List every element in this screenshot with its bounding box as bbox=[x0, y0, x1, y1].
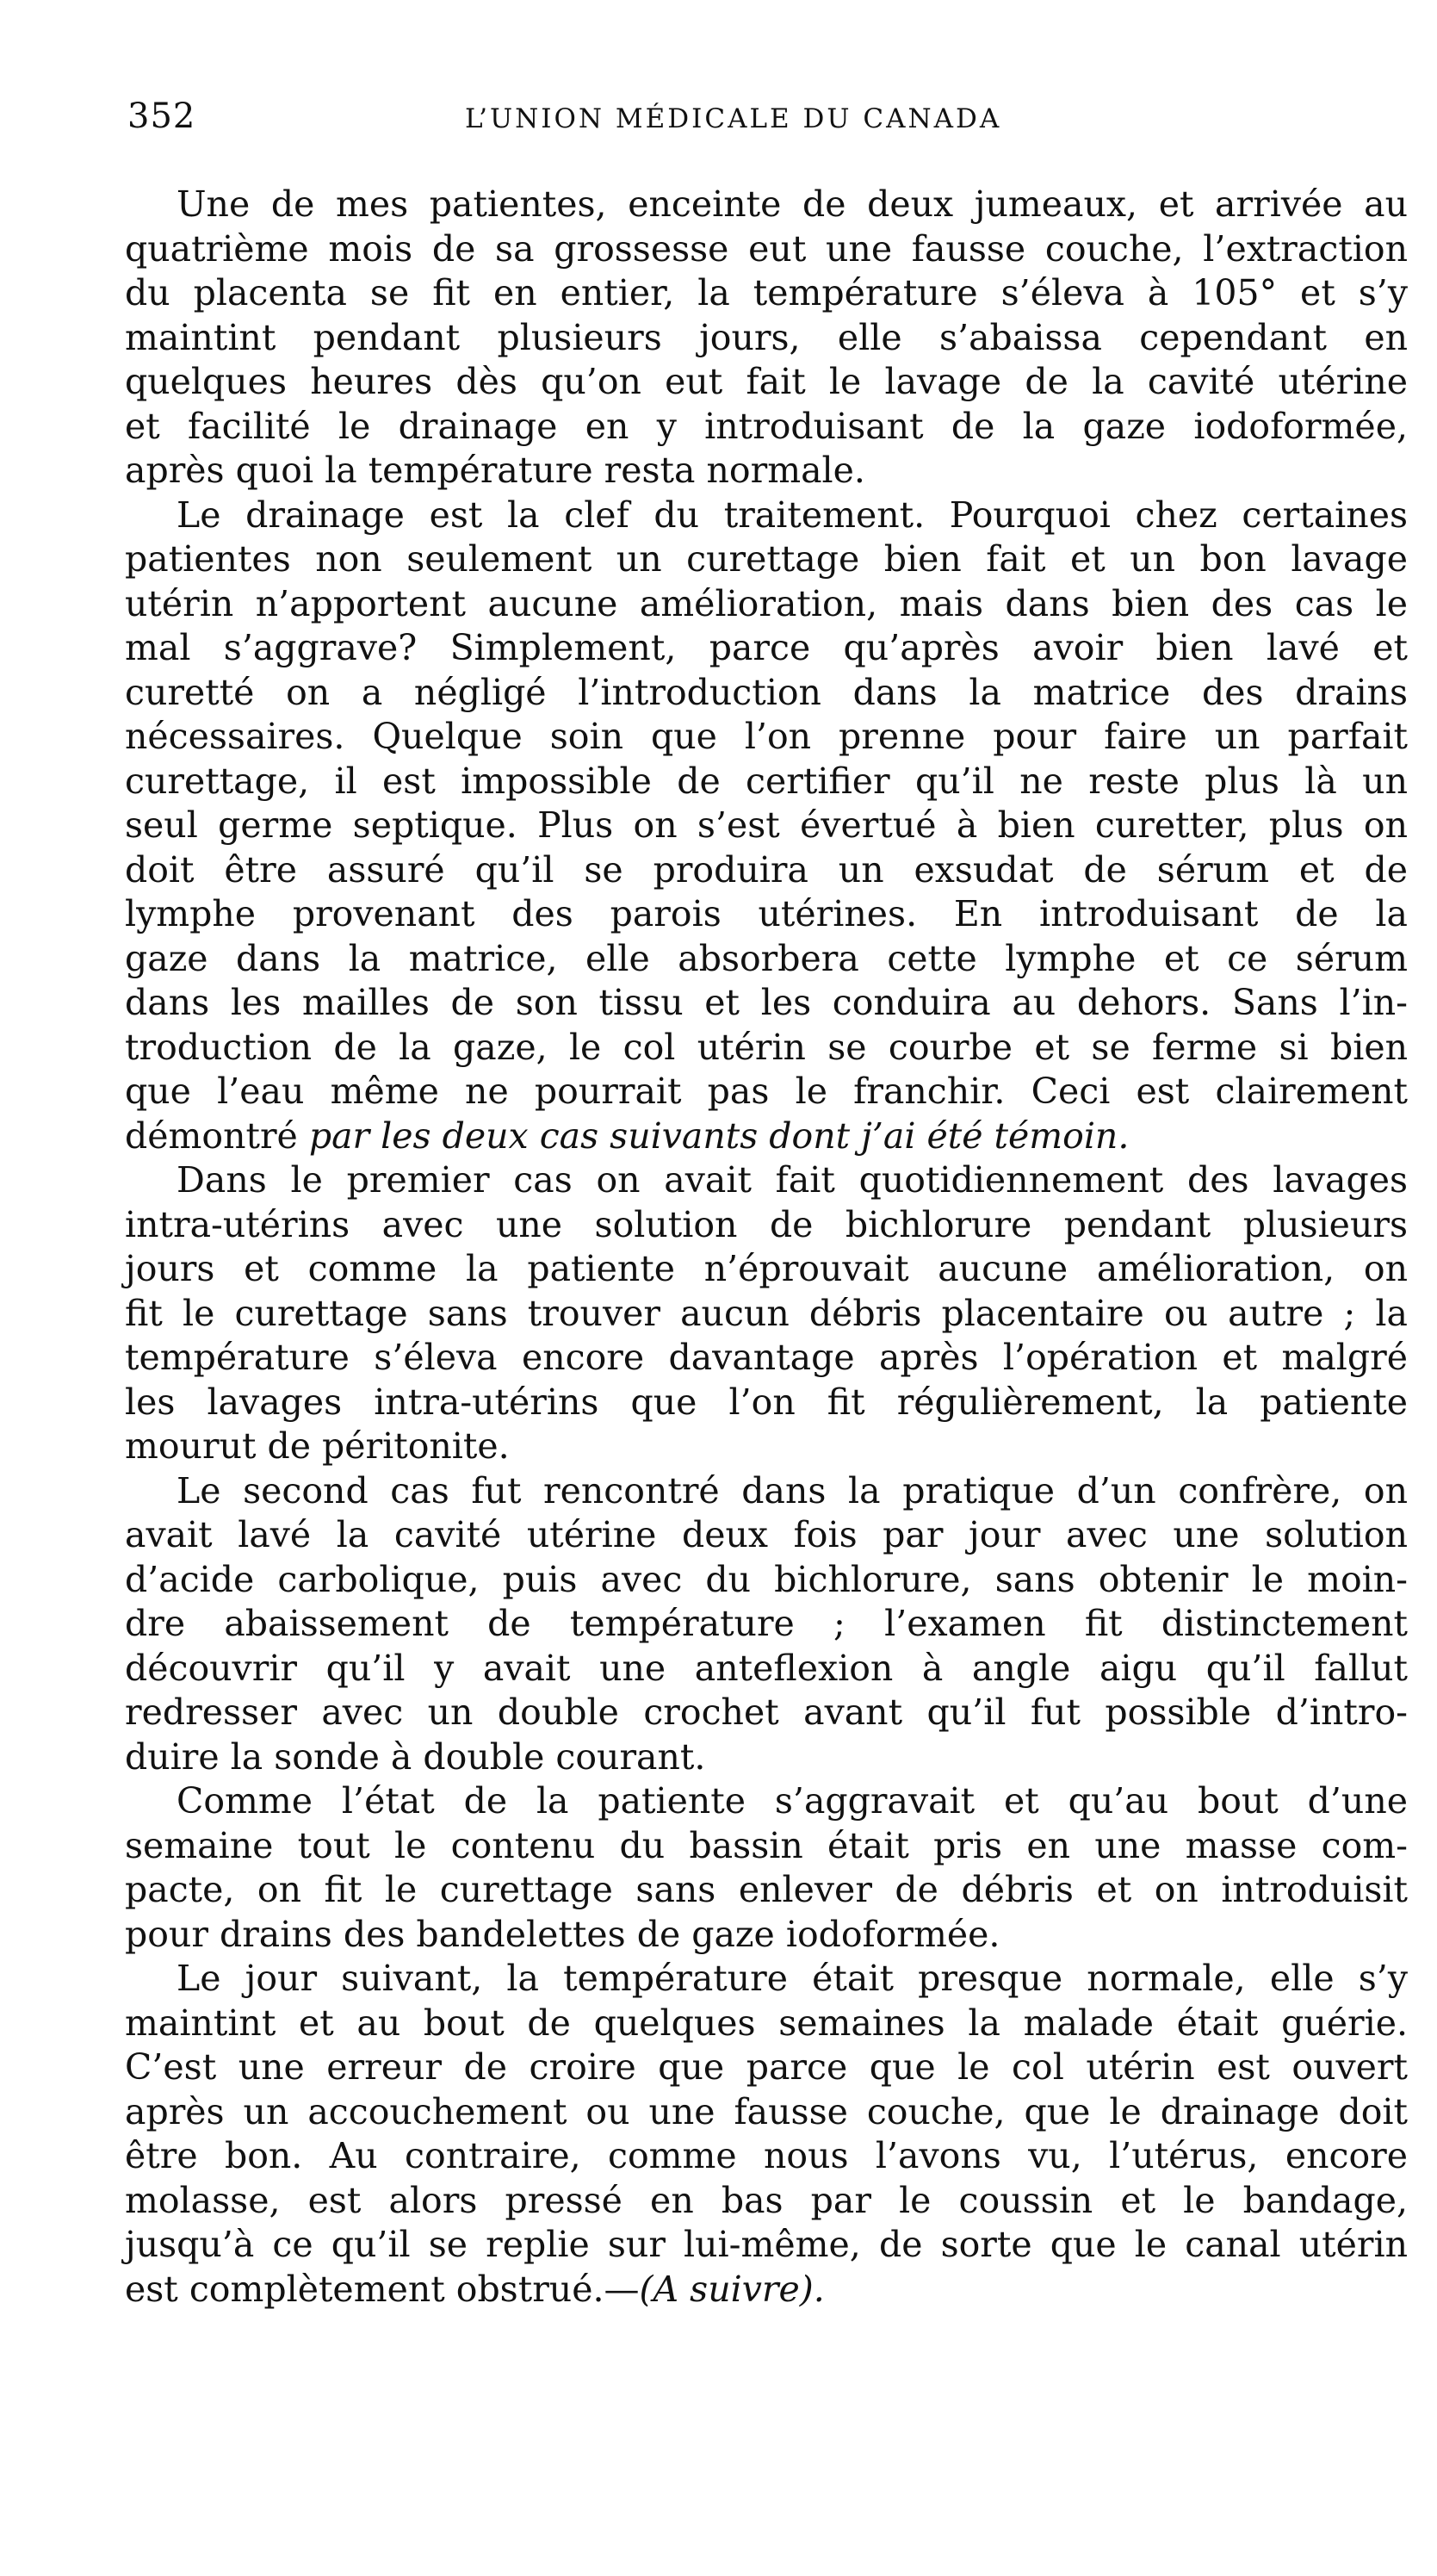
italic-phrase: (A suivre). bbox=[639, 2268, 825, 2310]
text-line: curetté on a négligé l’introduction dans la matrice des drains bbox=[125, 671, 1408, 713]
paragraph-1 bbox=[125, 183, 1408, 493]
text-line: maintint pendant plusieurs jours, elle s’abaissa cependant en bbox=[125, 316, 1408, 358]
text-line: mourut de péritonite. bbox=[125, 1425, 510, 1467]
text-line: nécessaires. Quelque soin que l’on prenne pour faire un parfait bbox=[125, 716, 1408, 757]
text-line: jusqu’à ce qu’il se replie sur lui-même, de sorte que le canal utérin bbox=[125, 2224, 1408, 2265]
paragraph-3 bbox=[125, 1158, 1408, 1469]
text-line: patientes non seulement un curettage bien fait et un bon lavage bbox=[125, 538, 1408, 580]
text-line: et facilité le drainage en y introduisant de la gaze iodoformée, bbox=[125, 405, 1408, 447]
text-line: pacte, on fit le curettage sans enlever de débris et on introduisit bbox=[125, 1869, 1408, 1910]
running-head bbox=[127, 96, 1410, 148]
text-line: intra-utérins avec une solution de bichlorure pendant plusieurs bbox=[125, 1203, 1408, 1245]
text-line: découvrir qu’il y avait une anteflexion à angle aigu qu’il fallut bbox=[125, 1647, 1408, 1689]
paragraph-4 bbox=[125, 1469, 1408, 1780]
page-number: 352 bbox=[127, 96, 196, 136]
article-body bbox=[125, 183, 1408, 2312]
text-line: mal s’aggrave? Simplement, parce qu’après avoir bien lavé et bbox=[125, 627, 1408, 668]
text-line: Le jour suivant, la température était presque normale, elle s’y bbox=[177, 1958, 1408, 1999]
text-line: Dans le premier cas on avait fait quotidiennement des lavages bbox=[177, 1159, 1408, 1201]
text-line: être bon. Au contraire, comme nous l’avons vu, l’utérus, encore bbox=[125, 2135, 1408, 2176]
text-line: duire la sonde à double courant. bbox=[125, 1735, 706, 1778]
text-line: dans les mailles de son tissu et les conduira au dehors. Sans l’in- bbox=[125, 982, 1408, 1023]
text-line: Le drainage est la clef du traitement. Pourquoi chez certaines bbox=[177, 493, 1408, 536]
text-line: les lavages intra-utérins que l’on fit régulièrement, la patiente bbox=[125, 1381, 1408, 1423]
paragraph-6 bbox=[125, 1957, 1408, 2312]
paragraph-5 bbox=[125, 1779, 1408, 1957]
text-line-italic-ending: démontré par les deux cas suivants dont j’ai été témoin. bbox=[125, 1114, 1130, 1157]
text-line: Une de mes patientes, enceinte de deux jumeaux, et arrivée au bbox=[177, 183, 1408, 225]
text-line: après un accouchement ou une fausse couche, que le drainage doit bbox=[125, 2090, 1408, 2132]
text-line: molasse, est alors pressé en bas par le coussin et le bandage, bbox=[125, 2179, 1408, 2221]
text-line: seul germe septique. Plus on s’est évertué à bien curetter, plus on bbox=[125, 804, 1408, 846]
text-line: doit être assuré qu’il se produira un exsudat de sérum et de bbox=[125, 848, 1408, 891]
text-line: C’est une erreur de croire que parce que le col utérin est ouvert bbox=[125, 2046, 1408, 2088]
text-line: d’acide carbolique, puis avec du bichlorure, sans obtenir le moin- bbox=[125, 1558, 1408, 1600]
text-line: Comme l’état de la patiente s’aggravait et qu’au bout d’une bbox=[177, 1780, 1408, 1822]
text-line: curettage, il est impossible de certifier qu’il ne reste plus là un bbox=[125, 760, 1408, 802]
text-line: du placenta se fit en entier, la température s’éleva à 105° et s’y bbox=[125, 272, 1408, 313]
text-line: troduction de la gaze, le col utérin se courbe et se ferme si bien bbox=[125, 1026, 1408, 1068]
text-line: fit le curettage sans trouver aucun débris placentaire ou autre ; la bbox=[125, 1292, 1408, 1334]
text-line: pour drains des bandelettes de gaze iodoformée. bbox=[125, 1913, 1000, 1955]
text-line: dre abaissement de température ; l’examen fit distinctement bbox=[125, 1603, 1408, 1644]
paragraph-2 bbox=[125, 493, 1408, 1159]
journal-title: L’UNION MÉDICALE DU CANADA bbox=[465, 103, 1002, 134]
text-line: quatrième mois de sa grossesse eut une fausse couche, l’extraction bbox=[125, 227, 1408, 270]
text-line-italic-ending: est complètement obstrué.—(A suivre). bbox=[125, 2268, 825, 2310]
text-line: avait lavé la cavité utérine deux fois par jour avec une solution bbox=[125, 1514, 1408, 1555]
text-line: température s’éleva encore davantage après l’opération et malgré bbox=[125, 1337, 1408, 1378]
italic-phrase: par les deux cas suivants dont j’ai été témoin. bbox=[308, 1114, 1130, 1157]
text-line: que l’eau même ne pourrait pas le franchir. Ceci est clairement bbox=[125, 1071, 1408, 1112]
text-line: jours et comme la patiente n’éprouvait aucune amélioration, on bbox=[125, 1248, 1408, 1289]
text-line: Le second cas fut rencontré dans la pratique d’un confrère, on bbox=[177, 1469, 1408, 1511]
text-line: utérin n’apportent aucune amélioration, mais dans bien des cas le bbox=[125, 582, 1408, 624]
text-line: gaze dans la matrice, elle absorbera cette lymphe et ce sérum bbox=[125, 937, 1408, 979]
text-line: quelques heures dès qu’on eut fait le lavage de la cavité utérine bbox=[125, 361, 1408, 402]
text-line: maintint et au bout de quelques semaines la malade était guérie. bbox=[125, 2002, 1408, 2044]
text-line: redresser avec un double crochet avant qu’il fut possible d’intro- bbox=[125, 1691, 1408, 1733]
text-line: après quoi la température resta normale. bbox=[125, 450, 865, 491]
text-line: semaine tout le contenu du bassin était pris en une masse com- bbox=[125, 1824, 1408, 1866]
text-line: lymphe provenant des parois utérines. En introduisant de la bbox=[125, 893, 1408, 934]
